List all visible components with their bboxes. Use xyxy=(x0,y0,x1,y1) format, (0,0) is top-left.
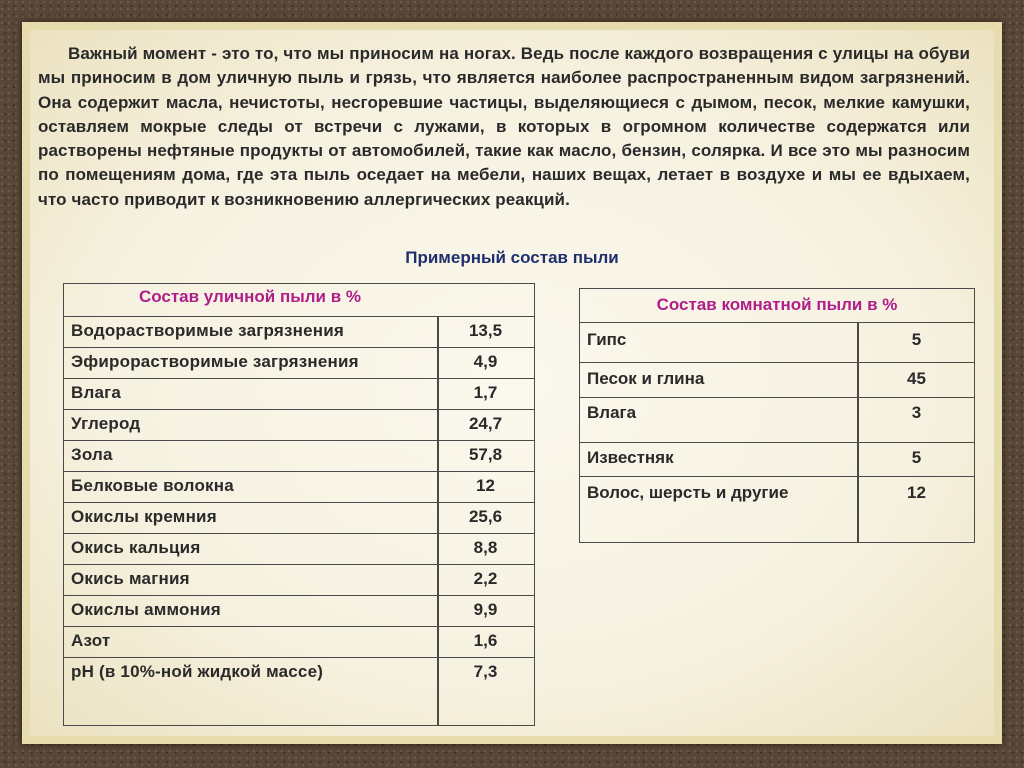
street-dust-table-title: Состав уличной пыли в % xyxy=(138,287,362,306)
row-name: Азот xyxy=(71,631,111,650)
row-value: 24,7 xyxy=(468,414,503,433)
table-row xyxy=(64,595,534,626)
row-name: pH (в 10%-ной жидкой массе) xyxy=(71,662,324,681)
row-value: 5 xyxy=(911,448,922,467)
table-row xyxy=(64,409,534,440)
table-row xyxy=(64,626,534,657)
dust-composition-title: Примерный состав пыли xyxy=(405,248,619,267)
row-name: Углерод xyxy=(71,414,141,433)
row-name: Волос, шерсть и другие xyxy=(587,483,789,502)
row-name: Известняк xyxy=(587,448,674,467)
row-name: Влага xyxy=(71,383,122,402)
table-row xyxy=(64,347,534,378)
row-name: Окислы кремния xyxy=(71,507,217,526)
row-value: 2,2 xyxy=(473,569,498,588)
row-value: 12 xyxy=(907,483,926,502)
table-row xyxy=(64,657,534,725)
row-name: Водорастворимые загрязнения xyxy=(71,321,345,340)
table-row xyxy=(64,564,534,595)
row-value: 8,8 xyxy=(473,538,498,557)
street-dust-table xyxy=(63,283,535,726)
row-value: 13,5 xyxy=(468,321,503,340)
row-value: 5 xyxy=(911,330,922,349)
row-value: 1,7 xyxy=(473,383,498,402)
row-name: Гипс xyxy=(587,330,627,349)
row-value: 57,8 xyxy=(468,445,503,464)
row-value: 25,6 xyxy=(468,507,503,526)
table-row xyxy=(580,322,974,362)
row-name: Песок и глина xyxy=(587,369,705,388)
table-row xyxy=(580,362,974,397)
room-dust-table xyxy=(579,288,975,543)
table-row xyxy=(64,533,534,564)
table-row xyxy=(64,378,534,409)
intro-paragraph: Важный момент - это то, что мы приносим на ногах. Ведь после каждого возвращения с улицы на обуви мы приносим в дом уличную пыль и грязь, что является наиболее распространенным видом загрязнений. Она содержит масла, нечистоты, несгоревшие частицы, выделяющиеся с дымом, песок, мелкие камушки, оставляем мокрые следы от встречи с лужами, в которых в огромном количестве содержатся или растворены нефтяные продукты от автомобилей, такие как масло, бензин, солярка. И все это мы разносим по помещениям дома, где эта пыль оседает на мебели, наших вещах, летает в воздухе и мы ее вдыхаем, что часто приводит к возникновению аллергических реакций. xyxy=(38,44,970,209)
row-name: Влага xyxy=(587,403,637,422)
room-dust-table-title: Состав комнатной пыли в % xyxy=(656,295,898,314)
row-name: Эфирорастворимые загрязнения xyxy=(71,352,359,371)
table-row xyxy=(580,442,974,476)
table-row xyxy=(64,316,534,347)
row-name: Окись кальция xyxy=(71,538,201,557)
row-name: Белковые волокна xyxy=(71,476,234,495)
table-row xyxy=(580,476,974,542)
row-name: Окислы аммония xyxy=(71,600,221,619)
row-name: Зола xyxy=(71,445,113,464)
row-value: 1,6 xyxy=(473,631,498,650)
row-value: 12 xyxy=(476,476,495,495)
table-row xyxy=(64,440,534,471)
row-name: Окись магния xyxy=(71,569,190,588)
row-value: 45 xyxy=(907,369,926,388)
row-value: 4,9 xyxy=(473,352,498,371)
table-row xyxy=(64,471,534,502)
table-row xyxy=(580,397,974,442)
row-value: 9,9 xyxy=(473,600,498,619)
row-value: 3 xyxy=(911,403,922,422)
row-value: 7,3 xyxy=(473,662,498,681)
table-row xyxy=(64,502,534,533)
